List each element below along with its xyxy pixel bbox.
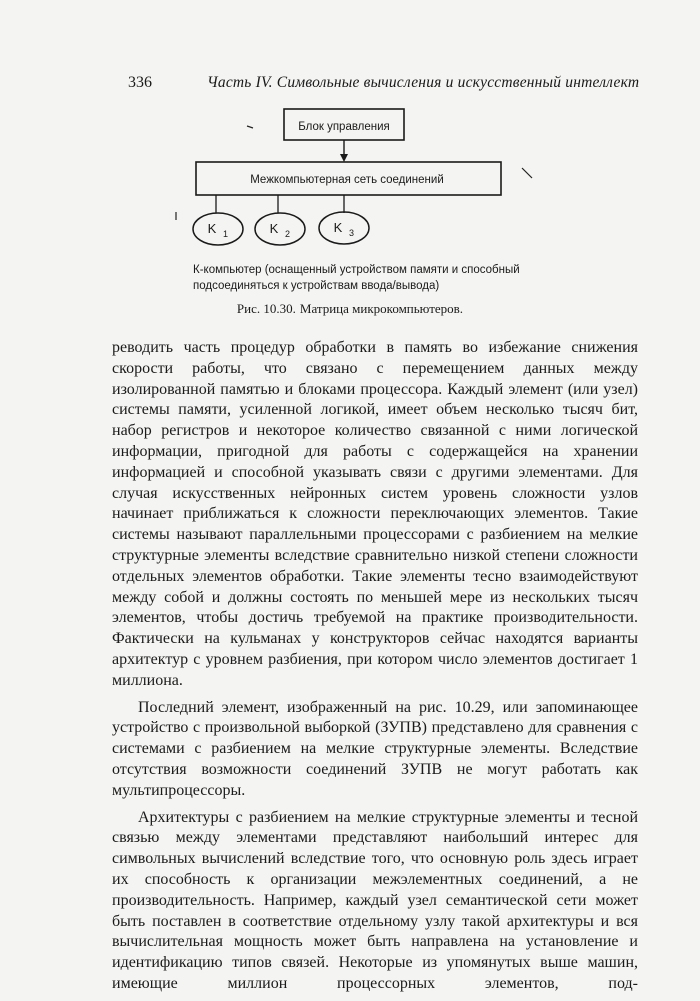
figure-caption: [0, 301, 700, 317]
computer-node-k1: [193, 213, 243, 245]
microcomputer-matrix-diagram: [0, 100, 700, 260]
body-text: [112, 338, 638, 1001]
running-title: Часть IV. Символьные вычисления и искусственный интеллект: [207, 74, 640, 91]
node-letter: K: [207, 221, 217, 236]
legend-line: подсоединяться к устройствам ввода/вывода): [193, 280, 440, 292]
node-letter: K: [333, 220, 343, 235]
legend-line: К-компьютер (оснащенный устройством памяти и способный: [193, 264, 520, 276]
computer-node-k3: [319, 212, 369, 244]
scan-mark: [247, 126, 253, 128]
node-subscript: 3: [349, 228, 355, 238]
paragraph: Архитектуры с разбиением на мелкие структурные элементы и тесной связью между элементами представляют наибольший интерес для символьных вычислений вследствие того, что основную роль здесь играет их способность к организации межэлементных соединений, а не производительность. Например, каждый узел семантической сети может быть поставлен в соответствие отдельному узлу такой архитектуры и вся вычислительная мощность может быть направлена на установление и идентификацию типов связей. Некоторые из упомянутых выше машин, имеющие миллион процессорных элементов, под-: [112, 808, 638, 992]
arrow-head: [340, 154, 348, 162]
control-block-label: Блок управления: [298, 121, 390, 133]
computer-node-k2: [255, 213, 305, 245]
paragraph: Последний элемент, изображенный на рис. 10.29, или запоминающее устройство с произвольной выборкой (ЗУПВ) представлено для сравнения с системами с разбиением на мелкие структурные элементы. Вследствие отсутствия возможности соединений ЗУПВ не могут работать как мультипроцессоры.: [112, 698, 638, 799]
scan-mark: [522, 168, 532, 178]
node-subscript: 2: [285, 229, 291, 239]
page-number: 336: [128, 74, 152, 91]
network-label: Межкомпьютерная сеть соединений: [250, 174, 444, 186]
caption-label: Рис. 10.30.: [236, 301, 296, 316]
node-letter: K: [269, 221, 279, 236]
node-subscript: 1: [223, 229, 229, 239]
caption-text: Матрица микрокомпьютеров.: [299, 301, 464, 316]
page-header: [0, 74, 700, 98]
paragraph: реводить часть процедур обработки в память во избежание снижения скорости работы, что связано с перемещением данных между изолированной памятью и блоками процессора. Каждый элемент (или узел) системы памяти, усиленной логикой, имеет объем несколько тысяч бит, набор регистров и некоторое количество связанной с ними логической информации, пригодной для работы с содержащейся на хранении информацией и способной указывать связи с другими элементами. Для случая искусственных нейронных систем уровень сложности узлов начинает приближаться к сложности переключающих элементов. Такие системы называют параллельными процессорами с разбиением на мелкие структурные элементы вследствие сравнительно низкой степени сложности отдельных элементов обработки. Такие элементы тесно взаимодействуют между собой и должны состоять по меньшей мере из нескольких тысяч элементов, чтобы достичь требуемой на практике производительности. Фактически на кульманах у конструкторов сейчас находятся варианты архитектур с уровнем разбиения, при котором число элементов достигает 1 миллиона.: [112, 339, 638, 689]
figure-legend: [193, 262, 593, 294]
